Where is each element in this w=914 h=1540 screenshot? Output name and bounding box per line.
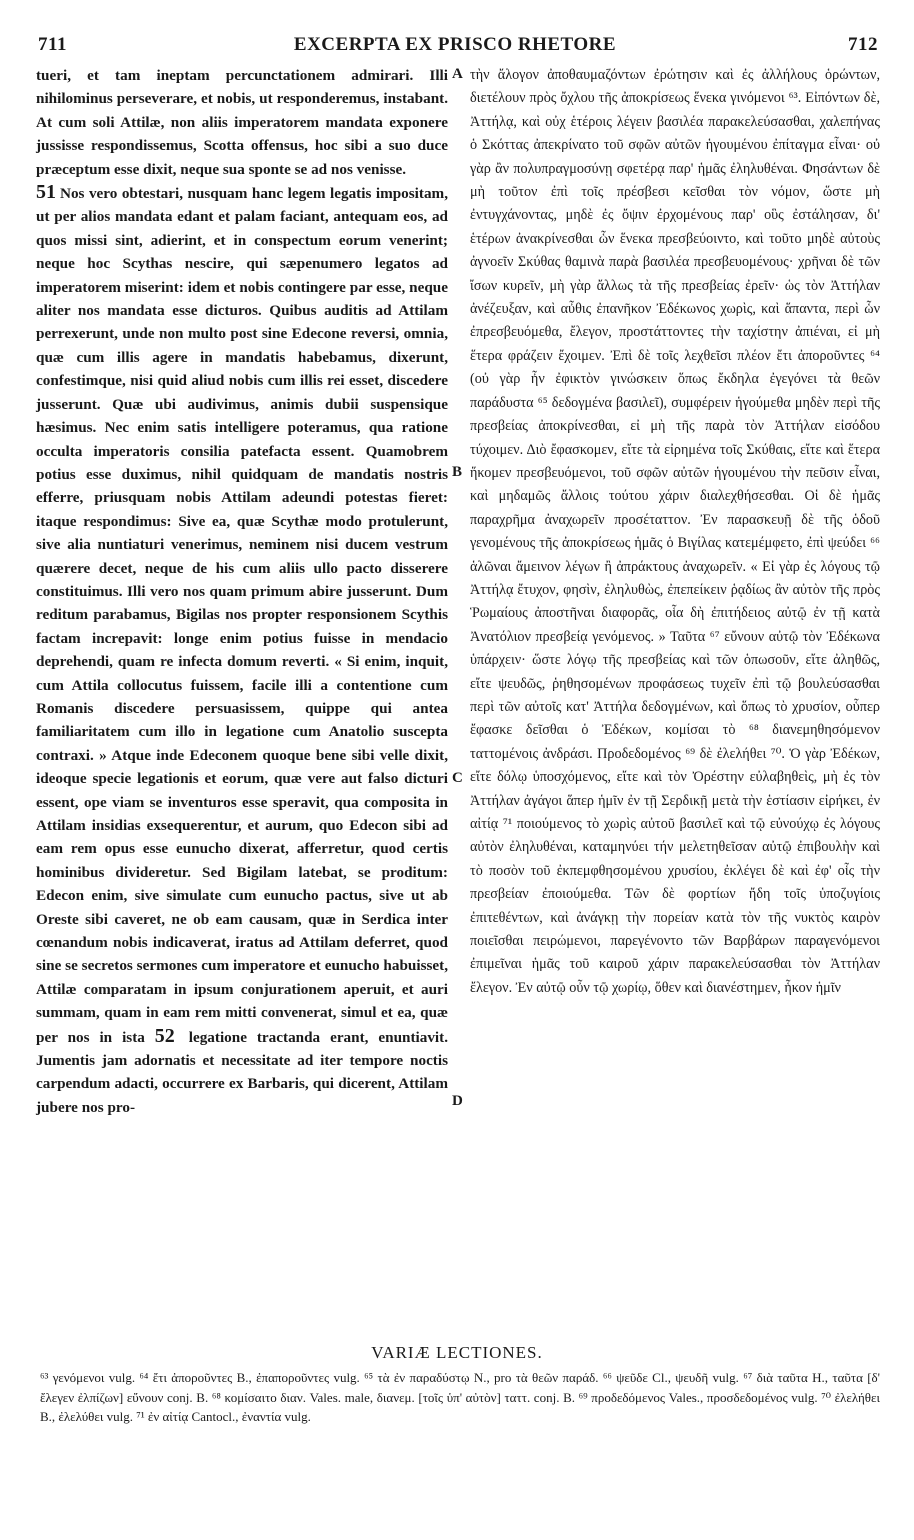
margin-letter-c: C	[452, 770, 463, 786]
latin-paragraph-2	[36, 181, 448, 1119]
variae-lectiones-heading: VARIÆ LECTIONES.	[371, 1343, 543, 1362]
page-header	[30, 34, 880, 64]
latin-paragraph-3-text: legatione tractanda erant, enuntiavit. Jumentis jam adornatis et necessitate ad iter tempore noctis carpendum adacti, occurrere ex Barbaris, qui dicerent, Attilam jubere nos pro-	[36, 1028, 449, 1116]
lections-text: ⁶³ γενόμενοι vulg. ⁶⁴ ἔτι ἀποροῦντες B., ἐπαποροῦντες vulg. ⁶⁵ τὰ ἐν παραδύστῳ N., pro τὰ θεῶν παράδ. ⁶⁶ ψεῦδε Cl., ψευδῆ vulg. ⁶⁷ διὰ ταῦτα H., ταῦτα [δ' ἔλεγεν ἐλπίζων] εὔνουν conj. B. ⁶⁸ κομίσαιτο διαν. Vales. male, διανεμ. [τοῖς ὑπ' αὐτὸν] ταττ. conj. B. ⁶⁹ προδεδόμενος Vales., προσδεδομένος vulg. ⁷⁰ ἐλελήθει B., ἐλελύθει vulg. ⁷¹ ἐν αἰτίᾳ Cantocl., ἐναντία vulg.	[40, 1370, 880, 1424]
latin-paragraph-1: tueri, et tam ineptam percunctationem admirari. Illi nihilominus perseverare, et nobis, ut responderemus, instabant. At cum soli Attilæ, non aliis imperatorem mandata exponere jussisse respondissemus, Scotta offensus, hoc sibi a suo duce præceptum esse dixit, neque sua sponte se ad nos venisse.	[36, 67, 448, 178]
running-title: EXCERPTA EX PRISCO RHETORE	[293, 34, 617, 55]
latin-column	[36, 64, 448, 1320]
page-number-right: 712	[848, 34, 878, 55]
greek-column	[470, 64, 880, 1320]
margin-letter-b: B	[452, 464, 463, 480]
page-number-left: 711	[38, 34, 67, 55]
margin-letter-d: D	[452, 1093, 463, 1109]
section-number-52: 52	[154, 1024, 175, 1047]
latin-paragraph-2-text: Nos vero obtestari, nusquam hanc legem legatis impositam, ut per alios mandata edant et palam faciant, antequam eos, ad quos missi sint, adierint, et in conspectum eorum venerint; neque hoc Scythas nescire, qui sæpenumero legatos ad imperatorem miserint: idem et nobis contingere par esse, neque aliter nos mandata esse dicturos. Quibus auditis ad Attilam perrexerunt, unde non multo post sine Edecone reversi, omnia, quæ cum illis agere in mandatis habebamus, dixerunt, confestimque, nisi quid aliud nobis cum illis rei esset, discedere jusserunt. Quæ ubi audivimus, animis dubii suspensique hæsimus. Nec enim satis intelligere poteramus, qua ratione occulta imperatoris consilia patefacta essent. Quamobrem potius esse duximus, nihil quidquam de mandatis nostris efferre, priusquam nobis Attilam adeundi potestas fieret: itaque respondimus: Sive ea, quæ Scythæ modo protulerunt, sive alia nuntiaturi venerimus, neminem nisi ducem vestrum quærere decet, neque de his cum aliis ullo pacto disserere constituimus. Illi vero nos quam primum abire jusserunt. Dum reditum parabamus, Bigilas nos propter responsionem Scythis factam increpavit: longe enim potius fuisse in mendacio deprehendi, quam re infecta domum reverti. « Si enim, inquit, cum Attila collocutus fuissem, facile illi a contentione cum Romanis discedere persuasissem, quippe qui antea familiaritatem cum illo in legatione cum Anatolio suscepta contraxi. » Atque inde Edeconem quoque bene sibi velle dixit, ideoque specie legationis et eorum, quæ vere aut falso dicturi essent, ope viam se inventuros esse speravit, qua composita in Attilam insidias exsequerentur, et aurum, quo Edecon sibi ad eam rem opus esse eunucho dixerat, afferretur, quod certis hominibus divideretur. Sed Bigilam latebat, se proditum: Edecon enim, sive simulate cum eunucho pactus, sive ut ab Oreste sibi caveret, ne ob eam causam, quæ in Serdica inter cœnandum nobis indicaverat, iratus ad Attilam deferret, quod sine se secretos sermones cum imperatore et eunucho habuisset, Attilæ comparatam in ipsum conjurationem aperuit, et auri summam, quam in eam rem mitti convenerat, simul et ea, quæ per nos in ista	[36, 185, 448, 1046]
greek-text: τὴν ἄλογον ἀποθαυμαζόντων ἐρώτησιν καὶ ἐς ἀλλήλους ὁρώντων, διετέλουν πρὸς ὄχλου τῆς ἀποκρίσεως ἕνεκα γινόμενοι ⁶³. Εἰπόντων δὲ, Ἀττήλᾳ, καὶ οὐχ ἑτέροις λέγειν βασιλέα παρακελεύσασθαι, χαλεπήνας ὁ Σκόττας ἀπεκρίνατο τοῦ σφῶν αὐτῶν ἡγουμένου ἐπίταγμα εἶναι· οὐ γὰρ ἂν πολυπραγμοσύνῃ σφετέρᾳ παρ' ἡμᾶς ἐληλυθέναι. Φησάντων δὲ μὴ τοῦτον ἐπὶ τοῖς πρέσβεσι κεῖσθαι τὸν νόμον, ὥστε μὴ ἐντυγχάνοντας, μηδὲ ἐς ὄψιν ἐρχομένους παρ' οὓς ἐστάλησαν, δι' ἑτέρων ἀνακρίνεσθαι ὧν ἕνεκα πρεσβεύοιντο, καὶ τοῦτο μηδὲ αὐτοὺς ἀγνοεῖν Σκύθας θαμινὰ παρὰ βασιλέα πρεσβευομένους· χρῆναι δὲ τῶν ἴσων κυρεῖν, μὴ γὰρ ἄλλως τὰ τῆς πρεσβείας ἐρεῖν· ὡς τὸν Ἀττήλαν ἀνέζευξαν, καὶ αὖθις ἐπανῆκον Ἐδέκωνος χωρὶς, καὶ ἅπαντα, περὶ ὧν ἐπρεσβευόμεθα, ἔλεγον, προστάττοντες τὴν ταχίστην ἀπιέναι, εἰ μὴ ἕτερα φράζειν ἔχοιμεν. Ἐπὶ δὲ τοῖς λεχθεῖσι πλέον ἔτι ἀποροῦντες ⁶⁴ (οὐ γὰρ ἦν ἐφικτὸν γινώσκειν ὅπως ἔκδηλα ἐγεγόνει τὰ θεῶν παράδυστα ⁶⁵ δεδογμένα βασιλεῖ), συμφέρειν ἡγούμεθα μηδὲν περὶ τῆς πρεσβείας ἀποκρίνεσθαι, εἰ μὴ τῆς παρὰ τὸν Ἀττήλαν εἰσόδου τύχοιμεν. Διὸ ἔφασκομεν, εἴτε τὰ εἰρημένα τοῖς Σκύθαις, εἴτε καὶ ἕτερα ἥκομεν πρεσβευόμενοι, τοῦ σφῶν αὐτῶν ἡγουμένου τὴν πεῦσιν εἶναι, καὶ μηδαμῶς ἄλλοις τούτου χάριν διαλεχθήσεσθαι. Οἱ δὲ ἡμᾶς παραχρῆμα ἀναχωρεῖν προσέταττον. Ἐν παρασκευῇ δὲ τῆς ὁδοῦ γενομένους τῆς ἀποκρίσεως ἡμᾶς ὁ Βιγίλας κατεμέμφετο, ἐπὶ ψεύδει ⁶⁶ ἁλῶναι ἄμεινον λέγων ἢ ἀπράκτους ἀναχωρεῖν. « Εἰ γὰρ ἐς λόγους τῷ Ἀττήλᾳ ἔτυχον, φησὶν, ἐληλυθὼς, ἐπεπείκειν ῥᾳδίως ἂν αὐτὸν τῆς πρὸς Ῥωμαίους ἀποστῆναι διαφορᾶς, οἷα δὴ ἐπιτήδειος αὐτῷ ἐν τῇ κατὰ Ἀνατόλιον πρεσβείᾳ γενόμενος. » Ταῦτα ⁶⁷ εὔνουν αὐτῷ τὸν Ἐδέκωνα ὑπάρχειν· ὥστε λόγῳ τῆς πρεσβείας καὶ τῶν ὁπωσοῦν, εἴτε ἀληθῶς, εἴτε ψευδῶς, ῥηθησομένων προφάσεως τυχεῖν ἐπὶ τῷ βουλεύσασθαι περὶ τῶν αὐτοῖς κατ' Ἀττήλα δεδογμένων, καὶ ὅπως τὸ χρυσίον, οὗπερ ἔφασκε δεῖσθαι ὁ Ἐδέκων, κομίσαι τὸ ⁶⁸ διανεμηθησόμενον ταττομένοις ἀνδράσι. Προδεδομένος ⁶⁹ δὲ ἐλελήθει ⁷⁰. Ὁ γὰρ Ἐδέκων, εἴτε δόλῳ ὑποσχόμενος, εἴτε καὶ τὸν Ὀρέστην εὐλαβηθεὶς, μὴ ἐς τὸν Ἀττήλαν ἀγάγοι ἅπερ ἡμῖν ἐν τῇ Σερδικῇ μετὰ τὴν ἑστίασιν εἰρήκει, ἐν αἰτίᾳ ⁷¹ ποιούμενος τὸ χωρὶς αὐτοῦ βασιλεῖ καὶ τῷ εὐνούχῳ ἐς λόγους αὐτὸν ἐληλυθέναι, καταμηνύει τήν μελετηθεῖσαν αὐτῷ ἐπιβουλὴν καὶ τὸ ποσὸν τοῦ ἐκπεμφθησομένου χρυσίου, ἐκλέγει δὲ καὶ ἐφ' οἷς τὴν πρεσβείαν ἐποιούμεθα. Τῶν δὲ φορτίων ἤδη τοῖς ὑποζυγίοις ἐπιτεθέντων, καὶ ἀνάγκῃ τὴν πορείαν κατὰ τὸν τῆς νυκτὸς καιρὸν ποιεῖσθαι πειρώμενοι, παρεγένοντο τῶν Βαρβάρων παραγενόμενοι ἐπιμεῖναι ἡμᾶς τοῦ καιροῦ χάριν παρακελεύσασθαι τὸν Ἀττήλαν ἔλεγον. Ἐν αὐτῷ οὖν τῷ χωρίῳ, ὅθεν καὶ διανέστημεν, ἧκον ἡμῖν	[470, 67, 880, 996]
variae-lectiones-notes	[40, 1368, 880, 1427]
margin-letter-a: A	[452, 66, 463, 82]
section-number-51: 51	[36, 181, 56, 204]
